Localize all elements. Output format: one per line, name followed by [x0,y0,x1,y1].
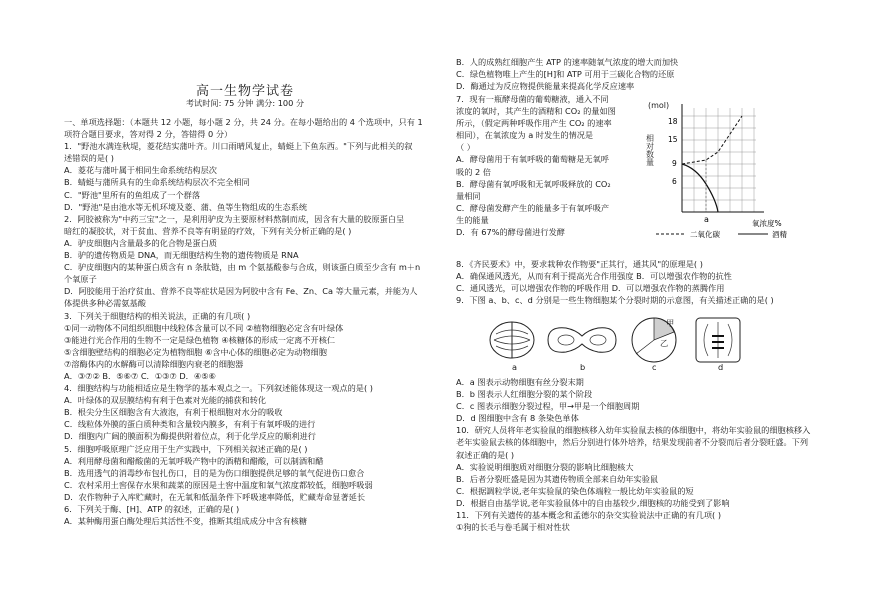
figure-b [548,328,616,353]
cell-division-figures [486,312,756,374]
text-line: 9．下图 a、b、c、d 分别是一些生物细胞某个分裂时期的示意图，有关描述正确的是( ) [456,295,774,306]
text-line: B．选用透气的消毒纱布包扎伤口，目的是为伤口细胞提供足够的氧气促进伤口愈合 [64,467,365,478]
text-line: 个氧原子 [64,274,97,285]
x-marker-a: a [704,215,709,224]
figure-label-d: d [718,362,724,372]
exam-subtitle: 考试时间: 75 分钟 满分: 100 分 [185,98,305,108]
text-line: （ ） [456,142,475,153]
right-column-top [456,56,816,92]
figure-c-mark-yi: 乙 [660,338,669,348]
figure-d [696,318,740,362]
text-line: ③能进行光合作用的生物不一定是绿色植物 ④核糖体的形成一定离不开核仁 [64,334,336,345]
right-column-bottom [456,376,816,533]
text-line: D．阿胶能用于治疗贫血、营养不良等症状是因为阿胶中含有 Fe、Zn、Ca 等大量元素，并能为人 [64,286,418,297]
chart-x-label: 氧浓度% [752,219,782,228]
text-line: D．根据自由基学说,老年实验鼠体中的自由基较少,细胞核的功能受到了影响 [456,497,730,508]
left-column [64,116,426,527]
text-line: 叙述正确的是( ) [456,449,515,460]
figure-c-mark-jia: 甲 [666,318,675,328]
text-line: 生的能量 [456,214,489,225]
text-line: D．酶通过为反应物提供能量来提高化学反应速率 [456,81,635,92]
text-line: 暗红的凝胶状，对于贫血、营养不良等有明显的疗效，下列有关分析正确的是( ) [64,225,352,236]
text-line: B．后者分裂旺盛是因为其遗传物质全部来自幼年实验鼠 [456,473,659,484]
text-line: 5．细胞呼吸原理广泛应用于生产实践中，下列相关叙述正确的是( ) [64,443,308,454]
exam-title: 高一生物学试卷 [195,84,294,99]
text-line: C．绿色植物唯上产生的[H]和 ATP 可用于三碳化合物的还原 [456,69,675,80]
y-tick-15: 15 [668,135,678,144]
text-line: 相同），在氧浓度为 a 时发生的情况是 [456,130,594,141]
q7-block [456,93,656,238]
text-line: A．利用酵母菌和醋酸菌的无氧呼吸产物中的酒精和醋酸，可以制酒和醋 [64,455,324,466]
text-line: 8．《齐民要术》中，要求栽种农作物要"正其行，通其风"的原理是( ) [456,259,703,269]
text-line: C．c 图表示细胞分裂过程，甲→甲是一个细胞周期 [456,401,640,412]
text-line: A．确保通风透光，从而有利于提高光合作用强度 B．可以增强农作物的抗性 [456,271,732,282]
text-line: 项符合题目要求，答对得 2 分，答错得 0 分） [64,129,233,140]
text-line: B．人的成熟红细胞产生 ATP 的速率随氧气浓度的增大而加快 [456,57,679,67]
text-line: 2．阿胶被称为"中药三宝"之一，是利用驴皮为主要原材料熬制而成，因含有大量的胶原蛋白呈 [64,213,405,224]
text-line: ①狗的长毛与卷毛属于相对性状 [456,522,570,533]
text-line: 1．"野池水满连秋堤，菱花结实蒲叶齐。川口雨晴风复止，蜻蜓上下鱼东西。"下列与此相关的叙 [64,141,413,152]
text-line: C．线粒体外膜的蛋白质种类和含量较内膜多，有利于有氧呼吸的进行 [64,419,316,430]
text-line: A．某种酶用蛋白酶处理后其活性不变，推断其组成成分中含有核糖 [64,516,308,527]
oxygen-chart [646,94,816,244]
chart-y-axis-text: 相对数量 [646,134,655,166]
text-line: ①同一动物体不同组织细胞中线粒体含量可以不同 ②植物细胞必定含有叶绿体 [64,322,344,333]
text-line: 10．研究人员将年老实验鼠的细胞核移入幼年实验鼠去核的体细胞中，将幼年实验鼠的细胞核移入 [456,425,811,436]
text-line: A．实验说明细胞质对细胞分裂的影响比细胞核大 [456,461,634,472]
text-line: D．d 图细胞中含有 8 条染色单体 [456,413,579,424]
text-line: 量相同 [456,190,481,201]
text-line: A．a 图表示动物细胞有丝分裂末期 [456,377,584,387]
text-line: 一、单项选择题：（本题共 12 小题，每小题 2 分，共 24 分。在每小题给出的 4 个选项中，只有 1 [64,117,423,127]
text-line: A．驴皮细胞内含量最多的化合物是蛋白质 [64,237,217,248]
y-tick-18: 18 [668,117,678,126]
text-line: A．菱花与蒲叶属于相同生命系统结构层次 [64,165,217,176]
text-line: B．蜻蜓与蒲所具有的生命系统结构层次不完全相同 [64,177,250,188]
text-line: 3．下列关于细胞结构的相关说法，正确的有几项( ) [64,310,251,321]
text-line: 吸的 2 倍 [456,166,491,177]
legend-alcohol: 酒精 [772,230,787,239]
text-line: C．通风透光，可以增强农作物的呼吸作用 D．可以增强农作物的蒸腾作用 [456,283,725,294]
figure-label-a: a [512,362,518,372]
chart-grid [682,108,756,212]
text-line: 述错误的是( ) [64,153,114,164]
text-line: 所示，（假定两种呼吸作用产生 CO₂ 的速率 [456,118,612,129]
chart-y-label: (mol) [648,101,670,110]
text-line: ⑤含细胞壁结构的细胞必定为植物细胞 ⑥含中心体的细胞必定为动物细胞 [64,346,327,357]
text-line: D．"野池"是由池水等无机环境及菱、蒲、鱼等生物组成的生态系统 [64,201,308,212]
text-line: A．叶绿体的双层膜结构有利于色素对光能的捕获和转化 [64,395,267,406]
text-line: 体提供多种必需氨基酸 [64,298,146,309]
text-line: C．根据調粒学说,老年实验鼠的染色体端粒一般比幼年实验鼠的短 [456,485,694,496]
right-column-middle [456,258,816,306]
text-line: 11．下列有关遗传的基本概念和孟德尔的杂交实验说法中正确的有几项( ) [456,510,722,521]
text-line: A．③⑦② B．⑤⑥⑦ C．①③⑦ D．④⑤⑥ [64,370,216,381]
text-line: ⑦溶酶体内的水解酶可以清除细胞内衰老的细胞器 [64,358,244,369]
figure-label-c: c [652,362,657,372]
figure-a [490,322,534,358]
text-line: C．酵母菌发酵产生的能量多于有氧呼吸产 [456,202,610,213]
text-line: 6．下列关于酶、[H]、ATP 的叙述，正确的是( ) [64,504,240,514]
text-line: D．有 67%的酵母菌进行发酵 [456,227,565,238]
text-line: C．驴皮细胞内的某种蛋白质含有 n 条肽链，由 m 个氨基酸参与合成，则该蛋白质至少含有 m＋n [64,262,421,273]
y-tick-6: 6 [672,177,677,186]
text-line: B．驴的遗传物质是 DNA，而无细胞结构生物的遗传物质是 RNA [64,250,299,261]
y-tick-9: 9 [672,159,677,168]
figure-label-b: b [580,362,586,372]
text-line: B．酵母菌有氧呼吸和无氧呼吸释放的 CO₂ [456,178,611,189]
legend-co2: 二氧化碳 [690,230,720,239]
text-line: D．细胞内广阔的膜面积为酶提供附着位点，利于化学反应的顺利进行 [64,431,316,442]
text-line: 4．细胞结构与功能相适应是生物学的基本观点之一。下列叙述能体现这一观点的是( ) [64,383,373,394]
text-line: 老年实验鼠去核的体细胞中，然后分别进行体外培养，结果发现前者不分裂而后者分裂旺盛。下列 [456,437,809,448]
text-line: 7．现有一瓶酵母菌的葡萄糖液，通入不同 [456,94,609,104]
text-line: D．农作物种子入库贮藏时，在无氧和低温条件下呼吸速率降低，贮藏寿命显著延长 [64,491,366,502]
text-line: B．根尖分生区细胞含有大液泡，有利于根细胞对水分的吸收 [64,407,283,418]
text-line: 浓度的氧时，其产生的酒精和 CO₂ 的量如图 [456,106,616,117]
text-line: B．b 图表示人红细胞分裂的某个阶段 [456,389,593,400]
text-line: C．农村采用土窖保存水果和蔬菜的原因是土窖中温度和氧气浓度都较低，细胞呼吸弱 [64,479,373,490]
text-line: C．"野池"里所有的鱼组成了一个群落 [64,189,201,200]
text-line: A．酵母菌用于有氧呼吸的葡萄糖是无氧呼 [456,154,609,165]
